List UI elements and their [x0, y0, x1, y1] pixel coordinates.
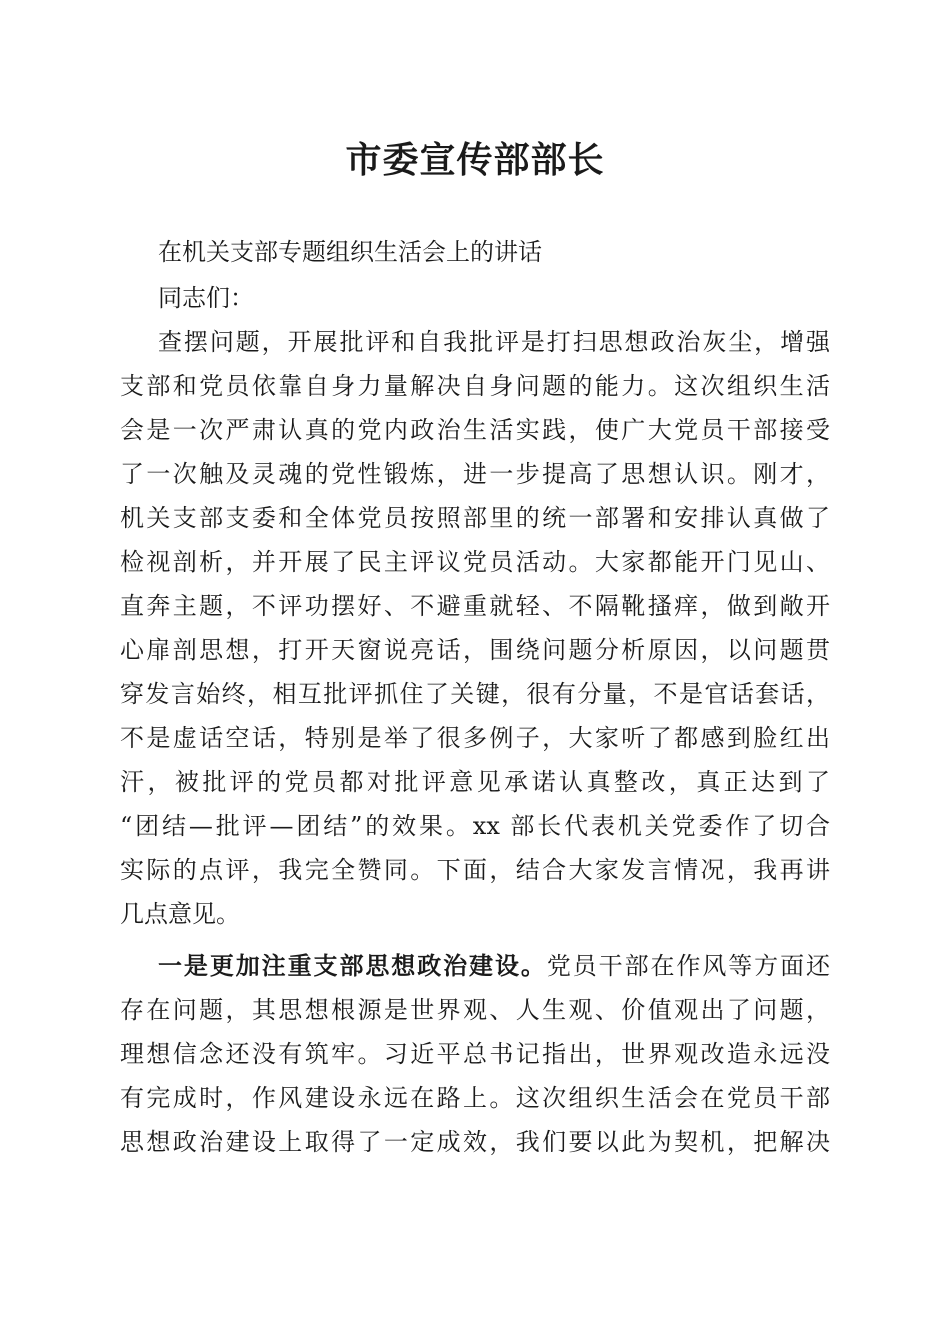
section-heading-continuation: 党员干部在作风等方面还 [546, 952, 831, 980]
paragraph-line: 查摆问题，开展批评和自我批评是打扫思想政治灰尘，增强 [158, 328, 830, 356]
paragraph-line: 穿发言始终，相互批评抓住了关键，很有分量，不是官话套话， [120, 680, 830, 708]
speech-subtitle: 在机关支部专题组织生活会上的讲话 [158, 238, 542, 266]
paragraph-line: 几点意见。 [120, 900, 240, 928]
paragraph-line: 了一次触及灵魂的党性锻炼，进一步提高了思想认识。刚才， [120, 460, 830, 488]
paragraph-line [158, 950, 830, 982]
paragraph-line: 心扉剖思想，打开天窗说亮话，围绕问题分析原因，以问题贯 [120, 636, 830, 664]
paragraph-line: 不是虚话空话，特别是举了很多例子，大家听了都感到脸红出 [120, 724, 830, 752]
page-title: 市委宣传部部长 [345, 139, 605, 181]
paragraph-line: “团结—批评—团结”的效果。xx 部长代表机关党委作了切合 [120, 812, 830, 840]
paragraph-line: 机关支部支委和全体党员按照部里的统一部署和安排认真做了 [120, 504, 830, 532]
paragraph-line: 实际的点评，我完全赞同。下面，结合大家发言情况，我再讲 [120, 856, 830, 884]
paragraph-line: 会是一次严肃认真的党内政治生活实践，使广大党员干部接受 [120, 416, 830, 444]
paragraph-line: 检视剖析，并开展了民主评议党员活动。大家都能开门见山、 [120, 548, 830, 576]
paragraph-line: 汗，被批评的党员都对批评意见承诺认真整改，真正达到了 [120, 768, 830, 796]
section-heading: 一是更加注重支部思想政治建设。 [158, 951, 547, 980]
paragraph-line: 思想政治建设上取得了一定成效，我们要以此为契机，把解决 [120, 1128, 830, 1156]
paragraph-line: 直奔主题，不评功摆好、不避重就轻、不隔靴搔痒，做到敞开 [120, 592, 830, 620]
paragraph-line: 存在问题，其思想根源是世界观、人生观、价值观出了问题， [120, 996, 830, 1024]
salutation: 同志们： [158, 284, 254, 312]
paragraph-line: 支部和党员依靠自身力量解决自身问题的能力。这次组织生活 [120, 372, 830, 400]
paragraph-line: 理想信念还没有筑牢。习近平总书记指出，世界观改造永远没 [120, 1040, 830, 1068]
paragraph-line: 有完成时，作风建设永远在路上。这次组织生活会在党员干部 [120, 1084, 830, 1112]
